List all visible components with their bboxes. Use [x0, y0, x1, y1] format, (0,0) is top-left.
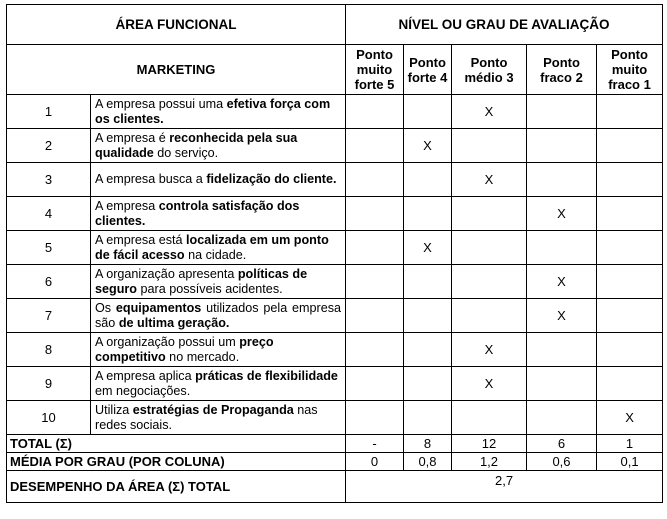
desc-text-after: nas redes sociais.	[95, 403, 318, 432]
row-number: 7	[7, 299, 91, 333]
rating-cell	[346, 265, 404, 299]
col-header-1: Ponto muito fraco 1	[597, 45, 663, 95]
row-number: 4	[7, 197, 91, 231]
row-number: 3	[7, 163, 91, 197]
col-header-2: Ponto fraco 2	[527, 45, 597, 95]
media-value-2: 0,6	[527, 453, 597, 471]
rating-cell	[346, 163, 404, 197]
desc-bold: localizada em um ponto de fácil acesso	[95, 233, 329, 262]
table-row	[7, 163, 663, 197]
rating-cell: X	[452, 95, 527, 129]
desc-text: A organização possui um	[95, 335, 240, 349]
rating-cell	[346, 401, 404, 435]
row-number: 2	[7, 129, 91, 163]
desc-bold: políticas de seguro	[95, 267, 308, 296]
row-description	[91, 231, 346, 265]
table-row	[7, 129, 663, 163]
rating-cell	[346, 129, 404, 163]
rating-cell	[346, 333, 404, 367]
row-description	[91, 197, 346, 231]
desc-text: A empresa aplica	[95, 369, 196, 383]
total-label: TOTAL (Σ)	[7, 435, 346, 453]
desempenho-value: 2,7	[346, 471, 663, 503]
rating-cell	[404, 265, 452, 299]
rating-cell: X	[452, 367, 527, 401]
rating-cell	[597, 197, 663, 231]
rating-cell	[597, 333, 663, 367]
rating-cell	[404, 333, 452, 367]
table-row	[7, 401, 663, 435]
desc-text: A empresa está	[95, 233, 187, 247]
rating-cell	[597, 265, 663, 299]
rating-cell: X	[452, 163, 527, 197]
header-row-top	[7, 5, 663, 45]
desc-text: A organização apresenta	[95, 267, 238, 281]
desc-text: A empresa é	[95, 131, 170, 145]
rating-cell	[404, 95, 452, 129]
total-value-3: 12	[452, 435, 527, 453]
table-row	[7, 197, 663, 231]
rating-cell	[527, 163, 597, 197]
row-number: 1	[7, 95, 91, 129]
rating-cell	[597, 129, 663, 163]
rating-cell: X	[527, 265, 597, 299]
rating-cell	[597, 231, 663, 265]
evaluation-table	[6, 4, 663, 503]
total-row	[7, 435, 663, 453]
rating-cell	[597, 163, 663, 197]
media-value-3: 1,2	[452, 453, 527, 471]
rating-cell	[404, 197, 452, 231]
rating-cell	[527, 401, 597, 435]
media-row	[7, 453, 663, 471]
rating-cell	[527, 367, 597, 401]
rating-cell	[452, 231, 527, 265]
rating-cell	[527, 95, 597, 129]
table-row	[7, 231, 663, 265]
desc-text: Os	[95, 301, 116, 315]
desempenho-row	[7, 471, 663, 503]
media-label: MÉDIA POR GRAU (POR COLUNA)	[7, 453, 346, 471]
rating-cell	[452, 299, 527, 333]
desc-text: A empresa	[95, 199, 159, 213]
rating-cell	[597, 95, 663, 129]
row-description	[91, 333, 346, 367]
rating-cell	[346, 299, 404, 333]
desc-bold: fidelização do cliente.	[206, 172, 337, 187]
rating-cell: X	[452, 333, 527, 367]
evaluation-table-container	[6, 4, 663, 503]
desc-bold: preço competitivo	[95, 335, 274, 364]
desc-bold: efetiva força com os clientes.	[95, 97, 331, 126]
rating-cell: X	[527, 197, 597, 231]
col-header-4: Ponto forte 4	[404, 45, 452, 95]
table-row	[7, 299, 663, 333]
row-number: 8	[7, 333, 91, 367]
total-value-2: 6	[527, 435, 597, 453]
rating-cell	[346, 197, 404, 231]
rating-cell	[404, 367, 452, 401]
area-name: MARKETING	[7, 45, 346, 95]
table-row	[7, 367, 663, 401]
rating-cell	[404, 299, 452, 333]
total-value-1: 1	[597, 435, 663, 453]
desc-text-after: no mercado.	[165, 349, 240, 364]
total-value-5: -	[346, 435, 404, 453]
desc-text-after: para possíveis acidentes.	[137, 281, 283, 296]
table-row	[7, 95, 663, 129]
rating-cell	[452, 401, 527, 435]
rating-cell	[452, 129, 527, 163]
row-description	[91, 265, 346, 299]
rating-cell	[527, 231, 597, 265]
desc-bold: equipamentos	[115, 301, 202, 315]
rating-cell	[404, 401, 452, 435]
row-number: 10	[7, 401, 91, 435]
rating-cell: X	[527, 299, 597, 333]
desc-bold: práticas de flexibilidade	[195, 369, 338, 383]
desc-text-after: utilizados pela empresa são	[95, 301, 342, 330]
desc-bold: estratégias de Propaganda	[132, 403, 294, 417]
row-description	[91, 129, 346, 163]
rating-cell	[346, 95, 404, 129]
col-header-3: Ponto médio 3	[452, 45, 527, 95]
rating-cell	[452, 265, 527, 299]
desc-text-after: em negociações.	[95, 383, 191, 398]
desc-text: A empresa busca a	[95, 172, 207, 187]
table-row	[7, 265, 663, 299]
rating-cell	[452, 197, 527, 231]
rating-cell	[597, 299, 663, 333]
rating-cell	[527, 333, 597, 367]
rating-cell	[597, 367, 663, 401]
area-title: ÁREA FUNCIONAL	[7, 5, 346, 45]
desc-bold-2: de ultima geração.	[118, 315, 230, 330]
rating-cell	[346, 367, 404, 401]
table-row	[7, 333, 663, 367]
desc-text: Utiliza	[95, 403, 133, 417]
row-number: 6	[7, 265, 91, 299]
row-number: 5	[7, 231, 91, 265]
desc-text-after: do serviço.	[153, 145, 219, 160]
header-row-columns	[7, 45, 663, 95]
desc-bold: controla satisfação dos clientes.	[95, 199, 300, 228]
criteria-rows	[7, 95, 663, 435]
level-title: NÍVEL OU GRAU DE AVALIAÇÃO	[346, 5, 663, 45]
media-value-5: 0	[346, 453, 404, 471]
media-value-4: 0,8	[404, 453, 452, 471]
rating-cell: X	[597, 401, 663, 435]
col-header-5: Ponto muito forte 5	[346, 45, 404, 95]
rating-cell: X	[404, 231, 452, 265]
desempenho-label: DESEMPENHO DA ÁREA (Σ) TOTAL	[7, 471, 346, 503]
media-value-1: 0,1	[597, 453, 663, 471]
row-number: 9	[7, 367, 91, 401]
total-value-4: 8	[404, 435, 452, 453]
row-description	[91, 367, 346, 401]
rating-cell	[346, 231, 404, 265]
rating-cell	[404, 163, 452, 197]
row-description	[91, 299, 346, 333]
rating-cell: X	[404, 129, 452, 163]
desc-text: A empresa possui uma	[95, 97, 227, 111]
row-description	[91, 163, 346, 197]
rating-cell	[527, 129, 597, 163]
desc-bold: reconhecida pela sua qualidade	[95, 131, 298, 160]
desc-text-after: na cidade.	[184, 247, 247, 262]
row-description	[91, 401, 346, 435]
row-description	[91, 95, 346, 129]
